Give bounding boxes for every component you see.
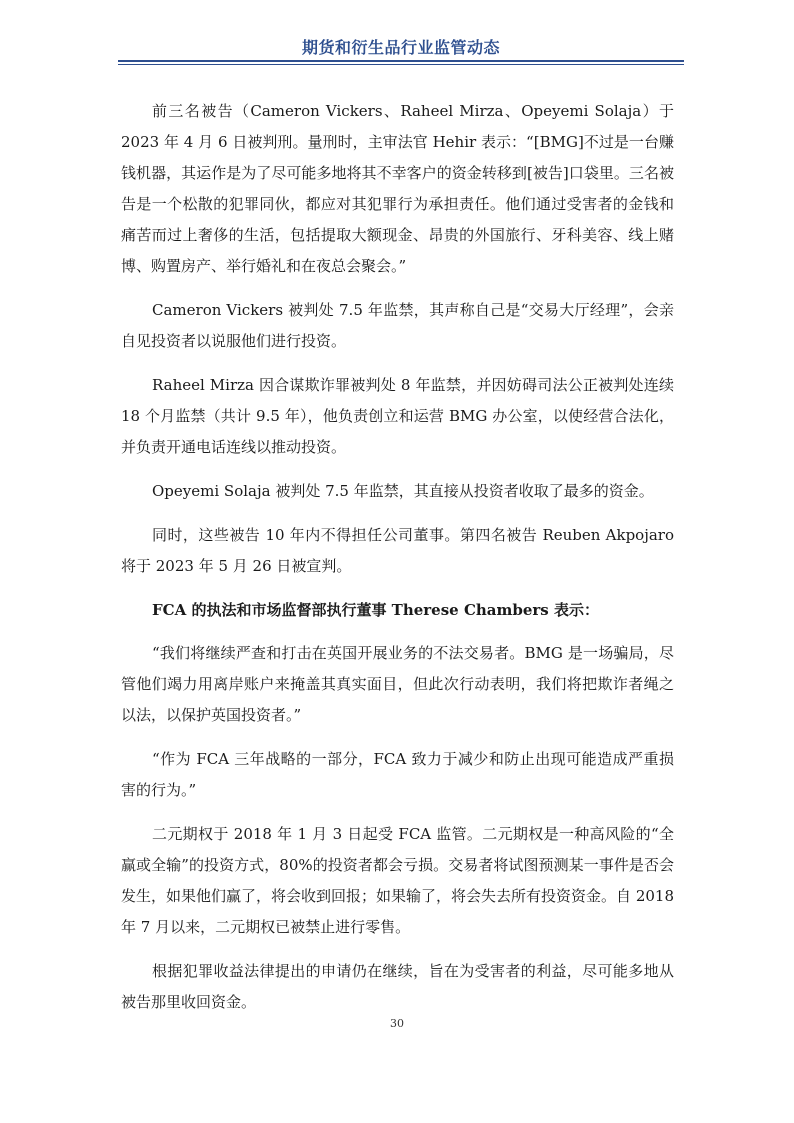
paragraph-binary-options: 二元期权于 2018 年 1 月 3 日起受 FCA 监管。二元期权是一种高风险的“全赢或全输”的投资方式，80%的投资者都会亏损。交易者将试图预测某一事件是否会发生，如果他们赢了，将会收到回报；如果输了，将会失去所有投资资金。自 2018 年 7 月以来，二元期权已被禁止进行零售。 xyxy=(121,825,674,936)
paragraph-director-ban: 同时，这些被告 10 年内不得担任公司董事。第四名被告 Reuben Akpojaro 将于 2023 年 5 月 26 日被宣判。 xyxy=(121,526,674,575)
paragraph-mirza: Raheel Mirza 因合谋欺诈罪被判处 8 年监禁，并因妨碍司法公正被判处连续 18 个月监禁（共计 9.5 年），他负责创立和运营 BMG 办公室，以使经营合法化，并负责开通电话连线以推动投资。 xyxy=(121,376,674,456)
paragraph-solaja: Opeyemi Solaja 被判处 7.5 年监禁，其直接从投资者收取了最多的资金。 xyxy=(152,482,654,500)
page-number: 30 xyxy=(390,1017,404,1030)
header-rule-thin xyxy=(118,64,684,65)
page-header xyxy=(118,38,684,58)
header-rule-thick xyxy=(118,60,684,62)
paragraph-vickers: Cameron Vickers 被判处 7.5 年监禁，其声称自己是“交易大厅经理”，会亲自见投资者以说服他们进行投资。 xyxy=(121,301,674,350)
paragraph-sentencing: 前三名被告（Cameron Vickers、Raheel Mirza、Opeyemi Solaja）于 2023 年 4 月 6 日被判刑。量刑时，主审法官 Hehir 表示：“[BMG]不过是一台赚钱机器，其运作是为了尽可能多地将其不幸客户的资金转移到[被告]口袋里。三名被告是一个松散的犯罪同伙，都应对其犯罪行为承担责任。他们通过受害者的金钱和痛苦而过上奢侈的生活，包括提取大额现金、昂贵的外国旅行、牙科美容、线上赌博、购置房产、举行婚礼和在夜总会聚会。” xyxy=(121,102,674,275)
header-title: 期货和衍生品行业监管动态 xyxy=(301,38,500,57)
document-body xyxy=(121,96,674,1031)
section-heading-statement: FCA 的执法和市场监督部执行董事 Therese Chambers 表示： xyxy=(152,601,599,619)
paragraph-quote-1: “我们将继续严查和打击在英国开展业务的不法交易者。BMG 是一场骗局，尽管他们竭力用离岸账户来掩盖其真实面目，但此次行动表明，我们将把欺诈者绳之以法，以保护英国投资者。” xyxy=(121,644,674,724)
paragraph-quote-2: “作为 FCA 三年战略的一部分，FCA 致力于减少和防止出现可能造成严重损害的行为。” xyxy=(121,750,674,799)
paragraph-recovery: 根据犯罪收益法律提出的申请仍在继续，旨在为受害者的利益，尽可能多地从被告那里收回资金。 xyxy=(121,962,674,1011)
